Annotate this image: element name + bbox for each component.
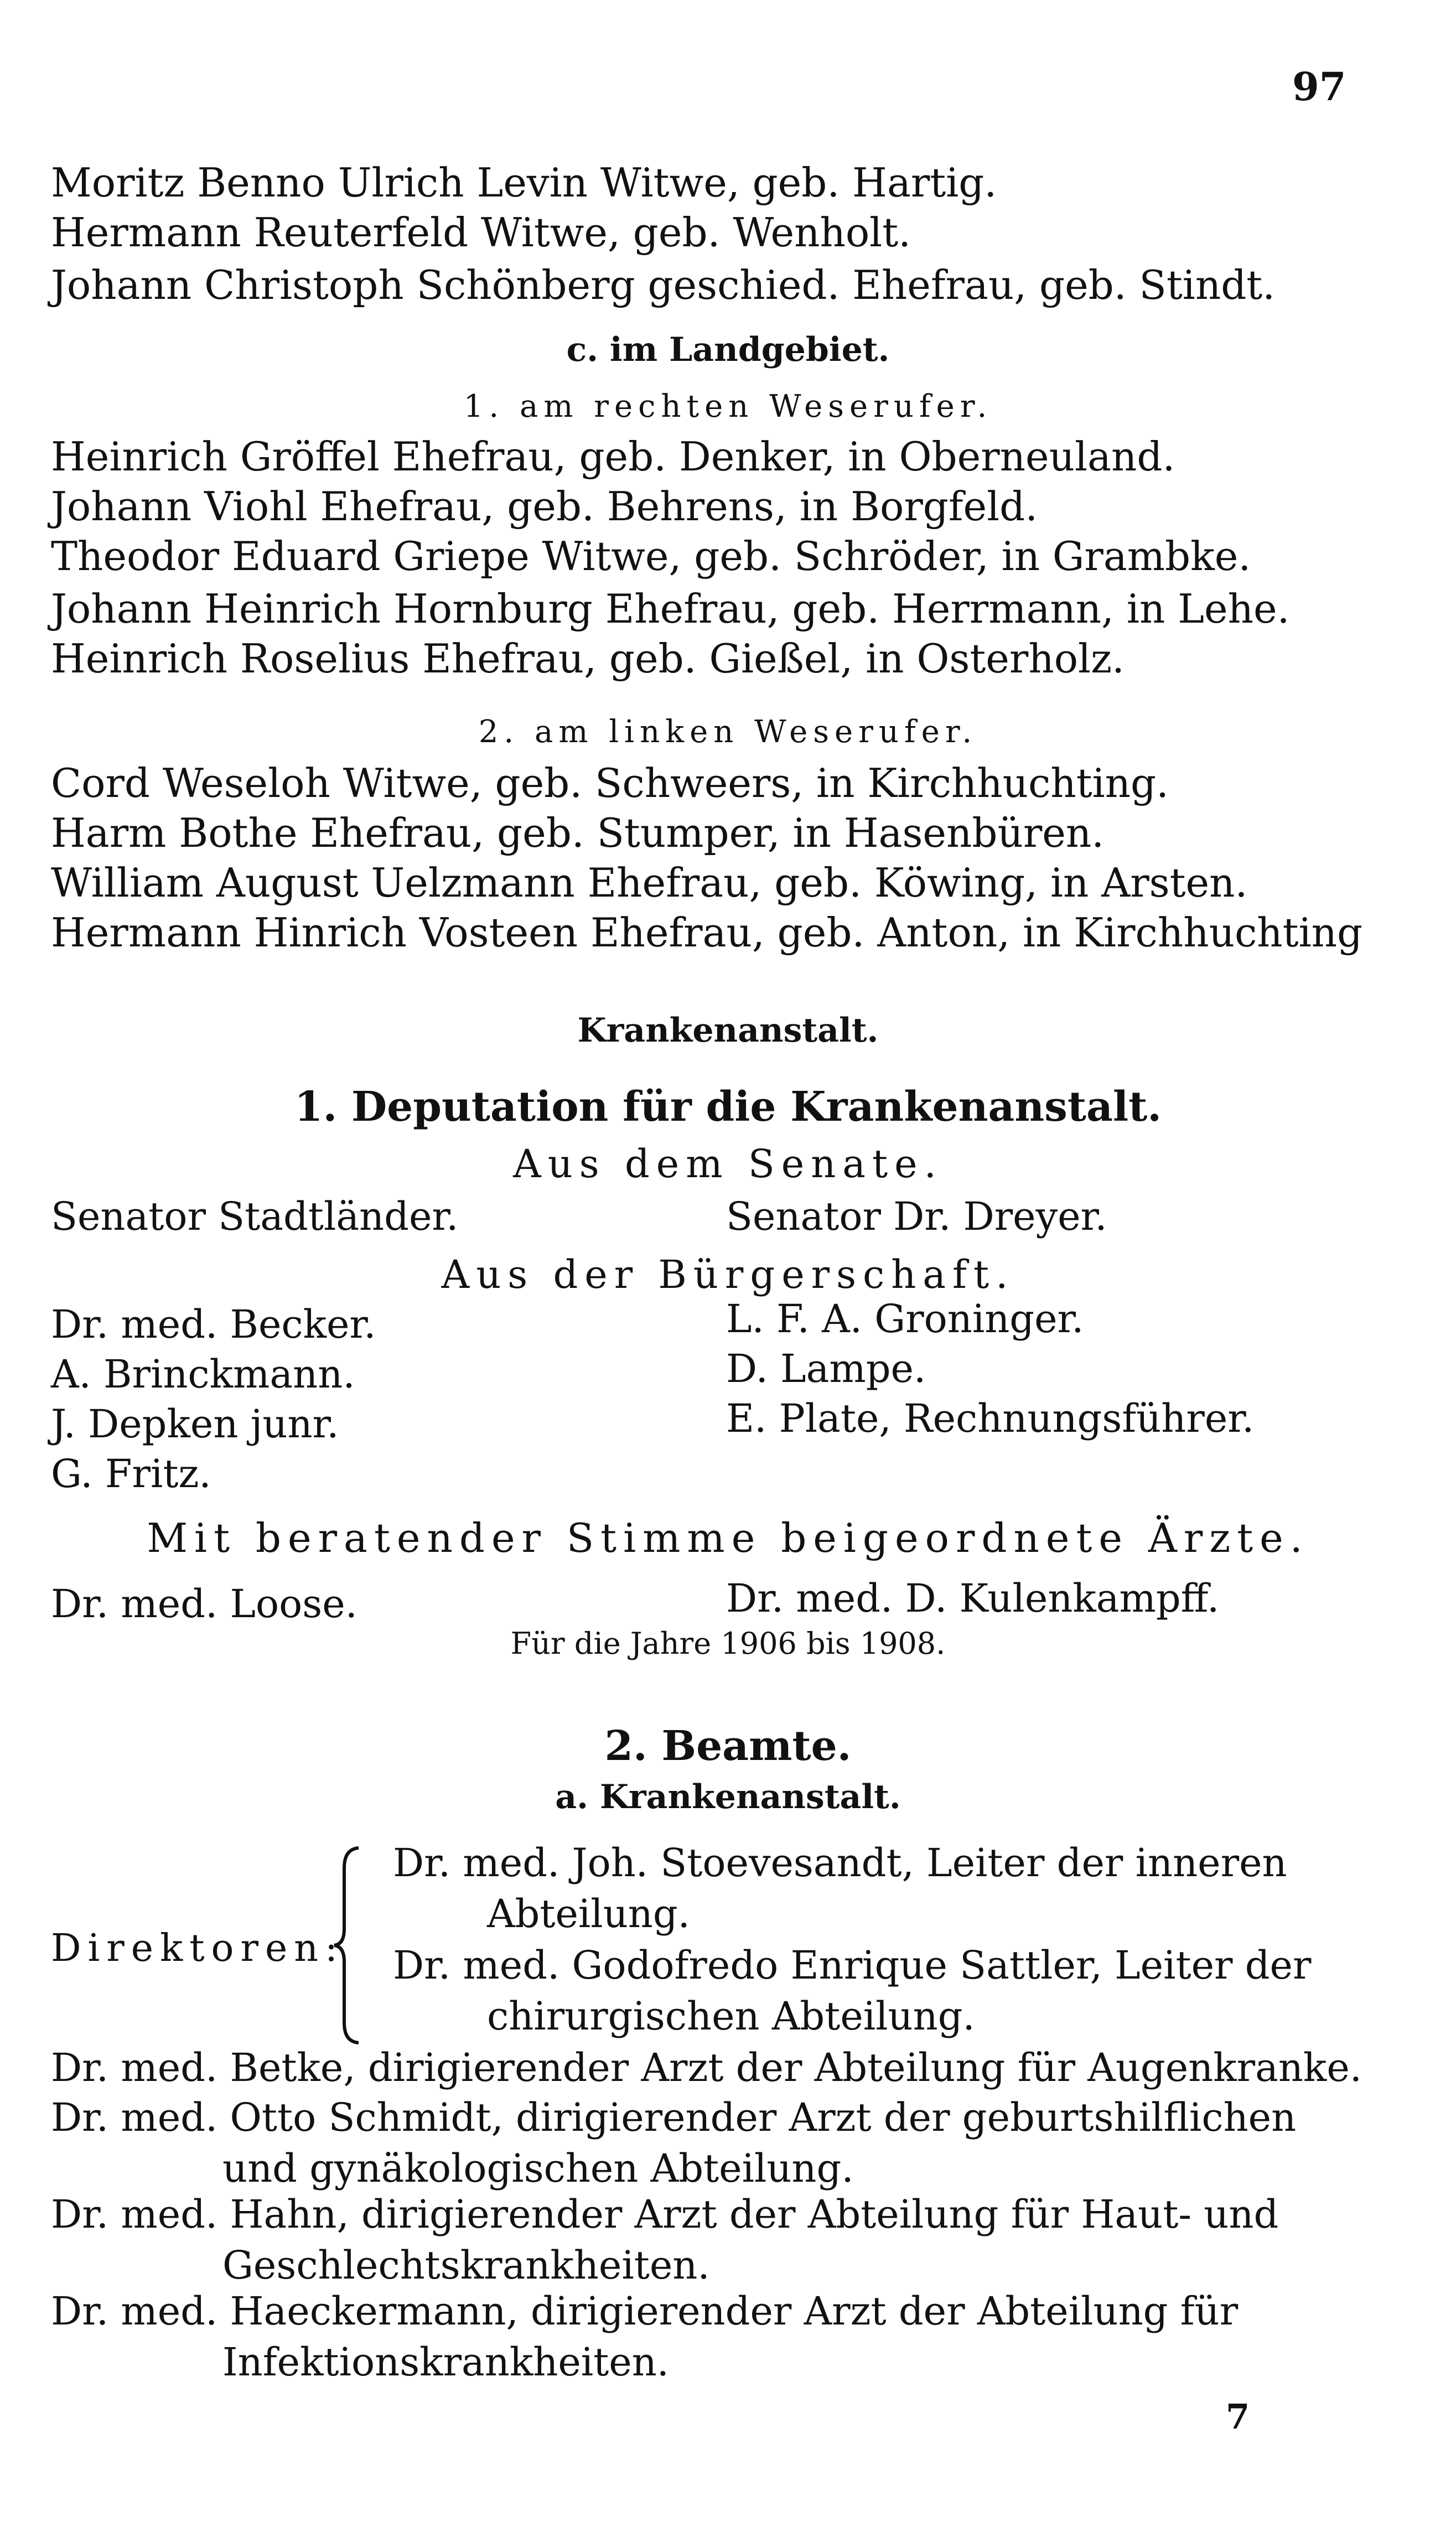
doctor-entry: [51, 2286, 1368, 2388]
deputation-heading: 1. Deputation für die Krankenanstalt.: [294, 1083, 1162, 1131]
entry-line: Hermann Hinrich Vosteen Ehefrau, geb. Anton, in Kirchhuchting: [51, 909, 1363, 956]
doctor-line: Dr. med. Otto Schmidt, dirigierender Arzt der geburtshilflichen: [51, 2095, 1297, 2140]
signature-mark: 7: [1226, 2396, 1250, 2437]
director-line: Dr. med. Godofredo Enrique Sattler, Leiter der: [393, 1943, 1312, 1988]
citizen-member: D. Lampe.: [726, 1346, 926, 1391]
director-line-cont: Abteilung.: [487, 1891, 690, 1937]
citizen-member: Dr. med. Becker.: [51, 1302, 376, 1347]
doctor-line-cont: Geschlechtskrankheiten.: [222, 2243, 710, 2288]
entry-line: Hermann Reuterfeld Witwe, geb. Wenholt.: [51, 209, 911, 256]
director-entry: [393, 1940, 1345, 2042]
citizen-member: J. Depken junr.: [51, 1401, 339, 1447]
right-bank-heading: 1. am rechten Weserufer.: [463, 389, 993, 424]
citizen-member: E. Plate, Rechnungsführer.: [726, 1396, 1255, 1441]
entry-line: Johann Christoph Schönberg geschied. Ehefrau, geb. Stindt.: [51, 262, 1276, 308]
beamte-heading: 2. Beamte.: [604, 1722, 852, 1770]
director-line: Dr. med. Joh. Stoevesandt, Leiter der inneren: [393, 1840, 1287, 1886]
entry-line: Johann Viohl Ehefrau, geb. Behrens, in Borgfeld.: [51, 483, 1038, 530]
advisors-heading: Mit beratender Stimme beigeordnete Ärzte.: [147, 1515, 1309, 1561]
entry-line: Moritz Benno Ulrich Levin Witwe, geb. Hartig.: [51, 159, 997, 206]
citizen-member: L. F. A. Groninger.: [726, 1296, 1084, 1342]
director-entry: [393, 1837, 1345, 1939]
senate-heading: Aus dem Senate.: [513, 1141, 943, 1187]
doctor-line: Dr. med. Hahn, dirigierender Arzt der Abteilung für Haut- und: [51, 2192, 1279, 2237]
advisor-member: Dr. med. Loose.: [51, 1581, 357, 1627]
citizens-heading: Aus der Bürgerschaft.: [441, 1252, 1015, 1297]
doctor-entry: [51, 2092, 1368, 2194]
senate-member: Senator Stadtländer.: [51, 1194, 459, 1239]
page-number: 97: [1292, 64, 1346, 110]
advisor-member: Dr. med. D. Kulenkampff.: [726, 1576, 1220, 1621]
left-bank-heading: 2. am linken Weserufer.: [478, 714, 978, 750]
entry-line: Heinrich Roselius Ehefrau, geb. Gießel, in Osterholz.: [51, 635, 1125, 682]
entry-line: Harm Bothe Ehefrau, geb. Stumper, in Hasenbüren.: [51, 810, 1105, 856]
directors-label: Direktoren:: [51, 1927, 344, 1970]
senate-member: Senator Dr. Dreyer.: [726, 1194, 1107, 1239]
citizen-member: A. Brinckmann.: [51, 1352, 355, 1397]
doctor-line: Dr. med. Betke, dirigierender Arzt der Abteilung für Augenkranke.: [51, 2045, 1362, 2090]
entry-line: Theodor Eduard Griepe Witwe, geb. Schröder, in Grambke.: [51, 533, 1251, 579]
citizen-member: G. Fritz.: [51, 1451, 211, 1497]
doctor-line-cont: und gynäkologischen Abteilung.: [222, 2146, 854, 2191]
term-note: Für die Jahre 1906 bis 1908.: [510, 1626, 946, 1661]
entry-line: Cord Weseloh Witwe, geb. Schweers, in Kirchhuchting.: [51, 760, 1169, 806]
landgebiet-heading: c. im Landgebiet.: [566, 330, 890, 369]
entry-line: Heinrich Gröffel Ehefrau, geb. Denker, in Oberneuland.: [51, 433, 1175, 480]
doctor-entry: [51, 2189, 1368, 2291]
doctor-line: Dr. med. Haeckermann, dirigierender Arzt der Abteilung für: [51, 2289, 1239, 2334]
entry-line: Johann Heinrich Hornburg Ehefrau, geb. Herrmann, in Lehe.: [51, 586, 1290, 632]
director-line-cont: chirurgischen Abteilung.: [487, 1994, 975, 2039]
doctor-entry: [51, 2042, 1368, 2093]
doctor-line-cont: Infektionskrankheiten.: [222, 2339, 670, 2385]
brace-icon: [332, 1846, 365, 2045]
entry-line: William August Uelzmann Ehefrau, geb. Köwing, in Arsten.: [51, 860, 1248, 906]
section-title: Krankenanstalt.: [577, 1011, 879, 1050]
beamte-subheading: a. Krankenanstalt.: [555, 1778, 901, 1816]
